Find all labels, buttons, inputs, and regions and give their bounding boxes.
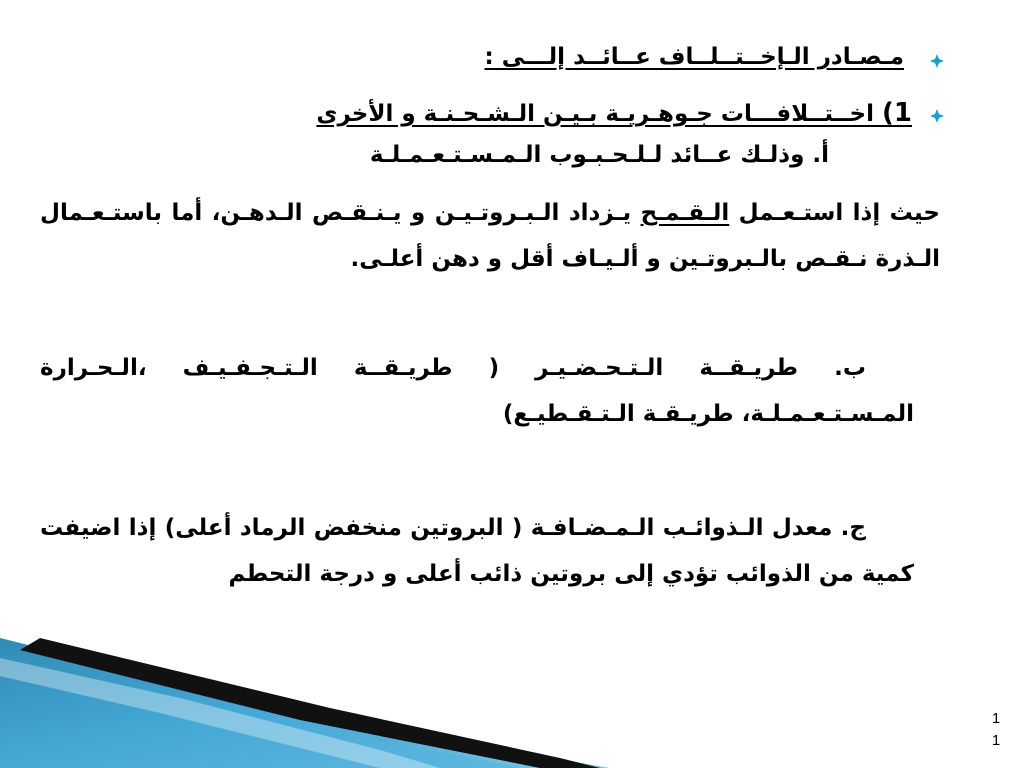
bullet-heading-sources: مـصـادر الـإخــتــلــاف عــائــد إلـــى : [484,44,904,70]
bullet-number: 1) [882,98,912,128]
decorative-corner-swoosh [0,638,620,768]
paragraph-a-start: حيث إذا استـعـمل [729,200,940,226]
paragraph-a-end: يـزداد الـبـروتـيـن و يـنـقـص الـدهـن، أما باستـعـمال الـذرة نـقـص بالـبروتـين و ألـيـاف أقل و دهن أعلـى. [40,200,940,272]
paragraph-c: ج. معدل الـذوائـب الـمـضـافـة ( البروتين منخفض الرماد أعلى) إذا اضيفت كمية من الذوائب تؤدي إلى بروتين ذائب أعلى و درجة التحطم [40,515,914,587]
diamond-bullet-icon [930,54,944,68]
paragraph-a [40,190,940,282]
page-number: 1 1 [991,710,1001,749]
diamond-bullet-icon [930,109,944,123]
wheat-word: الـقـمـح [640,200,730,226]
paragraph-b: ب. طريـقــة الـتـحـضـيـر ( طريـقــة الـتـجـفـيـف ،الـحـرارة المـسـتـعـمـلـة، طريـقـة الـتـقـطيـع) [40,355,914,427]
bullet-text: اخــتــلافـــات جـوهـريـة بـيـن الـشـحـنـة و الأخرى [316,101,874,127]
bullet-heading-differences [316,98,912,129]
sub-item-a: أ. وذلـك عــائد لـلـحـبـوب الـمـسـتـعـمـلـة [369,142,829,168]
